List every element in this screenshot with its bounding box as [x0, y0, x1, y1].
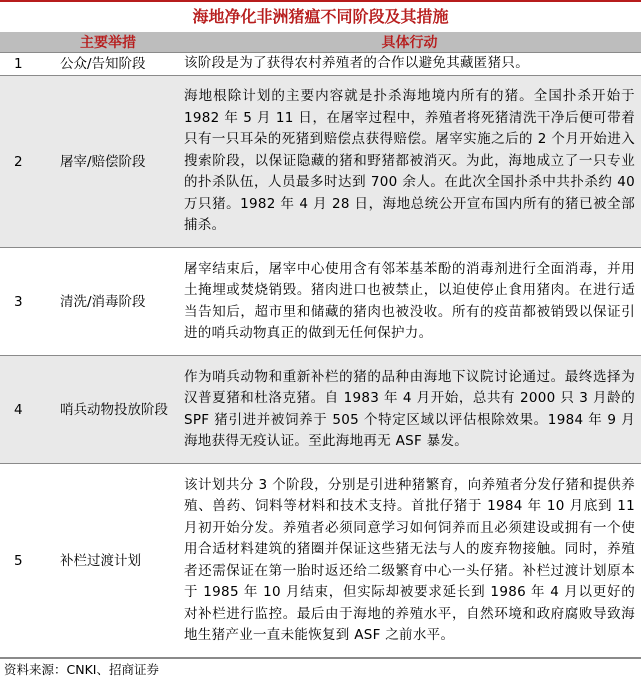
- measures-table: [0, 32, 641, 658]
- row-number: 1: [0, 53, 52, 76]
- header-number: [0, 32, 52, 53]
- table-row: [0, 76, 641, 248]
- row-action: 海地根除计划的主要内容就是扑杀海地境内所有的猪。全国扑杀开始于 1982 年 5 月 11 日，在屠宰过程中，养殖者将死猪清洗干净后便可带着只有一只耳朵的死猪到赔偿点获得赔偿。屠宰实施之后的 2 个月开始进入搜索阶段，以保证隐藏的猪和野猪都被消灭。为此，海地成立了一只专业的扑杀队伍，人员最多时达到 700 余人。在此次全国扑杀中共扑杀约 40 万只猪。1982 年 4 月 28 日，海地总统公开宣布国内所有的猪已被全部捕杀。: [178, 76, 641, 248]
- table-row: [0, 248, 641, 356]
- row-stage: 屠宰/赔偿阶段: [52, 76, 178, 248]
- header-stage: 主要举措: [52, 32, 178, 53]
- source-note: 资料来源：CNKI、招商证券: [0, 658, 641, 681]
- row-number: 2: [0, 76, 52, 248]
- row-stage: 哨兵动物投放阶段: [52, 356, 178, 464]
- row-stage: 公众/告知阶段: [52, 53, 178, 76]
- row-number: 4: [0, 356, 52, 464]
- header-action: 具体行动: [178, 32, 641, 53]
- table-row: [0, 464, 641, 658]
- row-stage: 补栏过渡计划: [52, 464, 178, 658]
- row-number: 3: [0, 248, 52, 356]
- row-action: 该计划共分 3 个阶段，分别是引进种猪繁育，向养殖者分发仔猪和提供养殖、兽药、饲料等材料和技术支持。首批仔猪于 1984 年 10 月底到 11 月初开始分发。养殖者必须同意学习如何饲养而且必须建设或拥有一个使用合适材料建筑的猪圈并保证这些猪无法与人的废弃物接触。同时，养殖者还需保证在第一胎时返还给二级繁育中心一头仔猪。补栏过渡计划原本于 1985 年 10 月结束，但实际却被要求延长到 1986 年 4 月以更好的对补栏进行监控。最后由于海地的养殖水平，自然环境和政府腐败导致海地生猪产业一直未能恢复到 ASF 之前水平。: [178, 464, 641, 658]
- header-row: [0, 32, 641, 53]
- row-action: 屠宰结束后，屠宰中心使用含有邻苯基苯酚的消毒剂进行全面消毒，并用土掩埋或焚烧销毁。猪肉进口也被禁止，以迫使停止食用猪肉。在进行适当告知后，超市里和储藏的猪肉也被没收。所有的疫苗都被销毁以保证引进的哨兵动物真正的做到无任何保护力。: [178, 248, 641, 356]
- table-row: [0, 356, 641, 464]
- row-action: 作为哨兵动物和重新补栏的猪的品种由海地下议院讨论通过。最终选择为汉普夏猪和杜洛克猪。自 1983 年 4 月开始，总共有 2000 只 3 月龄的 SPF 猪引进并被饲养于 505 个特定区域以评估根除效果。1984 年 9 月海地获得无疫认证。至此海地再无 ASF 暴发。: [178, 356, 641, 464]
- row-stage: 清洗/消毒阶段: [52, 248, 178, 356]
- table-title: 海地净化非洲猪瘟不同阶段及其措施: [0, 0, 641, 32]
- row-action: 该阶段是为了获得农村养殖者的合作以避免其藏匿猪只。: [178, 53, 641, 76]
- table-row: [0, 53, 641, 76]
- row-number: 5: [0, 464, 52, 658]
